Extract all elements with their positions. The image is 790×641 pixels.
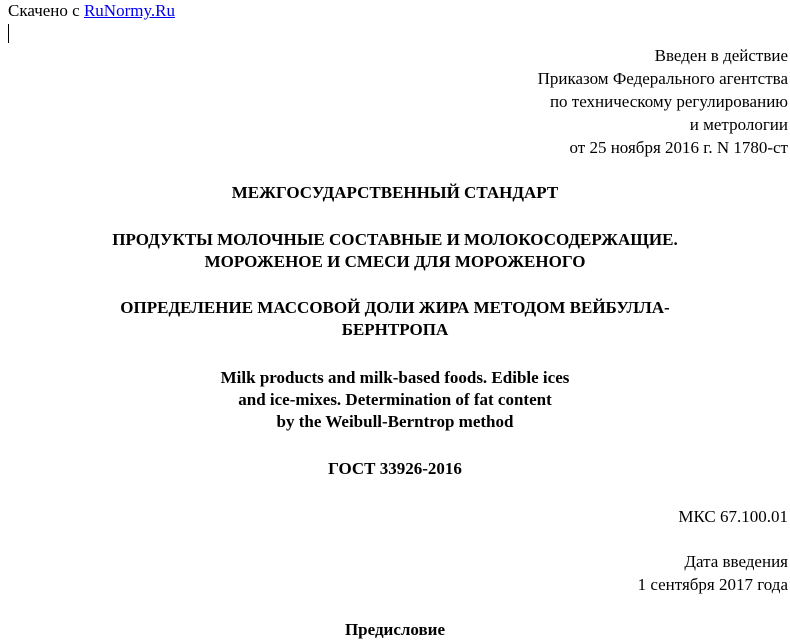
- english-title-line: by the Weibull-Berntrop method: [276, 412, 514, 431]
- gost-code-text: ГОСТ 33926-2016: [328, 459, 462, 478]
- product-title-line: ПРОДУКТЫ МОЛОЧНЫЕ СОСТАВНЫЕ И МОЛОКОСОДЕРЖАЩИЕ.: [112, 230, 678, 249]
- introduction-date: [638, 550, 788, 596]
- foreword-heading: [0, 619, 790, 641]
- text-cursor: [8, 24, 9, 43]
- product-title-line: МОРОЖЕНОЕ И СМЕСИ ДЛЯ МОРОЖЕНОГО: [204, 252, 586, 271]
- product-title: [0, 229, 790, 273]
- source-prefix: Скачено с: [8, 1, 84, 20]
- english-title: [0, 367, 790, 433]
- introduction-date-label: Дата введения: [684, 552, 788, 571]
- introduction-line: от 25 ноября 2016 г. N 1780-ст: [569, 138, 788, 157]
- method-title: [0, 297, 790, 341]
- english-title-line: and ice-mixes. Determination of fat content: [238, 390, 552, 409]
- introduction-line: Введен в действие: [654, 46, 788, 65]
- mks-code: [678, 505, 788, 528]
- standard-type-text: МЕЖГОСУДАРСТВЕННЫЙ СТАНДАРТ: [231, 183, 559, 202]
- mks-code-text: МКС 67.100.01: [678, 507, 788, 526]
- method-title-line: БЕРНТРОПА: [341, 320, 449, 339]
- foreword-heading-text: Предисловие: [344, 620, 446, 639]
- method-title-line: ОПРЕДЕЛЕНИЕ МАССОВОЙ ДОЛИ ЖИРА МЕТОДОМ ВЕЙБУЛЛА-: [120, 298, 670, 317]
- source-line: [8, 0, 175, 22]
- source-link[interactable]: RuNormy.Ru: [83, 1, 175, 20]
- introduction-date-value: 1 сентября 2017 года: [637, 575, 788, 594]
- standard-type-heading: [0, 182, 790, 204]
- introduction-line: Приказом Федерального агентства: [537, 69, 788, 88]
- introduction-block: [538, 44, 788, 159]
- introduction-line: по техническому регулированию: [549, 92, 788, 111]
- gost-code: [0, 458, 790, 480]
- english-title-line: Milk products and milk-based foods. Edible ices: [220, 368, 570, 387]
- introduction-line: и метрологии: [689, 115, 788, 134]
